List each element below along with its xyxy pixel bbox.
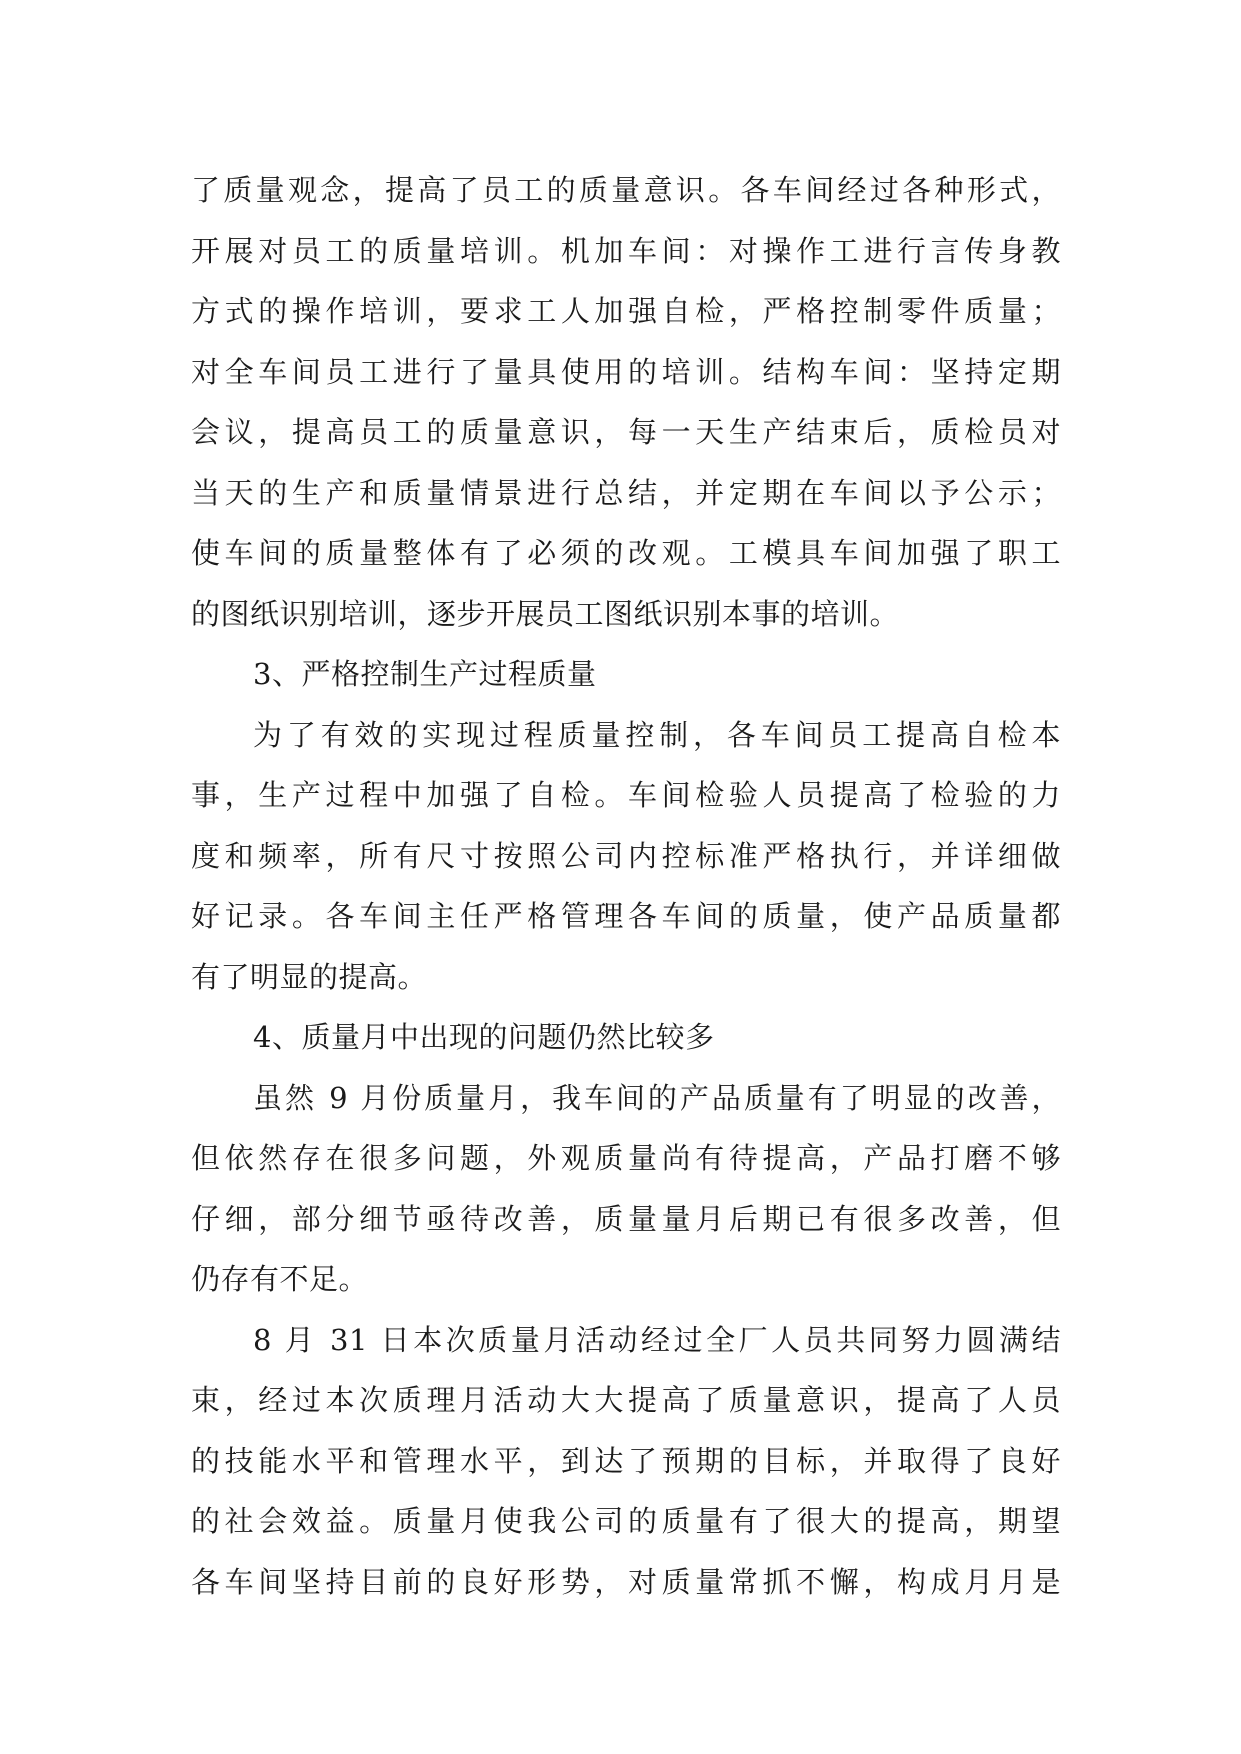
paragraph-line: 会议，提高员工的质量意识，每一天生产结束后，质检员对 bbox=[191, 415, 1061, 449]
paragraph-line: 各车间坚持目前的良好形势，对质量常抓不懈，构成月月是 bbox=[191, 1564, 1061, 1599]
paragraph-line: 度和频率，所有尺寸按照公司内控标准严格执行，并详细做 bbox=[191, 838, 1061, 873]
paragraph-line: 但依然存在很多问题，外观质量尚有待提高，产品打磨不够 bbox=[191, 1141, 1061, 1175]
paragraph-line: 的技能水平和管理水平，到达了预期的目标，并取得了良好 bbox=[191, 1443, 1061, 1478]
paragraph-line: 对全车间员工进行了量具使用的培训。结构车间：坚持定期 bbox=[191, 354, 1061, 389]
paragraph-line: 有了明显的提高。 bbox=[191, 959, 428, 994]
paragraph-line: 的社会效益。质量月使我公司的质量有了很大的提高，期望 bbox=[191, 1504, 1061, 1538]
paragraph-line: 虽然 9 月份质量月，我车间的产品质量有了明显的改善， bbox=[253, 1080, 1061, 1115]
section-heading: 4、质量月中出现的问题仍然比较多 bbox=[253, 1020, 715, 1054]
paragraph-line: 8 月 31 日本次质量月活动经过全厂人员共同努力圆满结 bbox=[253, 1322, 1061, 1357]
paragraph-line: 事，生产过程中加强了自检。车间检验人员提高了检验的力 bbox=[191, 778, 1061, 812]
paragraph-line: 束，经过本次质理月活动大大提高了质量意识，提高了人员 bbox=[191, 1383, 1061, 1417]
paragraph-line: 仔细，部分细节亟待改善，质量量月后期已有很多改善，但 bbox=[191, 1201, 1061, 1236]
paragraph-line: 方式的操作培训，要求工人加强自检，严格控制零件质量； bbox=[191, 294, 1061, 328]
paragraph-line: 为了有效的实现过程质量控制，各车间员工提高自检本 bbox=[253, 717, 1061, 752]
paragraph-line: 的图纸识别培训，逐步开展员工图纸识别本事的培训。 bbox=[191, 596, 900, 631]
document-body bbox=[191, 160, 1061, 1612]
paragraph-line: 仍存有不足。 bbox=[191, 1262, 369, 1296]
paragraph-line: 了质量观念，提高了员工的质量意识。各车间经过各种形式， bbox=[191, 173, 1061, 207]
section-heading: 3、严格控制生产过程质量 bbox=[253, 657, 597, 691]
paragraph-line: 当天的生产和质量情景进行总结，并定期在车间以予公示； bbox=[191, 475, 1061, 510]
paragraph-line: 开展对员工的质量培训。机加车间：对操作工进行言传身教 bbox=[191, 233, 1061, 268]
paragraph-line: 好记录。各车间主任严格管理各车间的质量，使产品质量都 bbox=[191, 899, 1061, 933]
paragraph-line: 使车间的质量整体有了必须的改观。工模具车间加强了职工 bbox=[191, 536, 1061, 570]
